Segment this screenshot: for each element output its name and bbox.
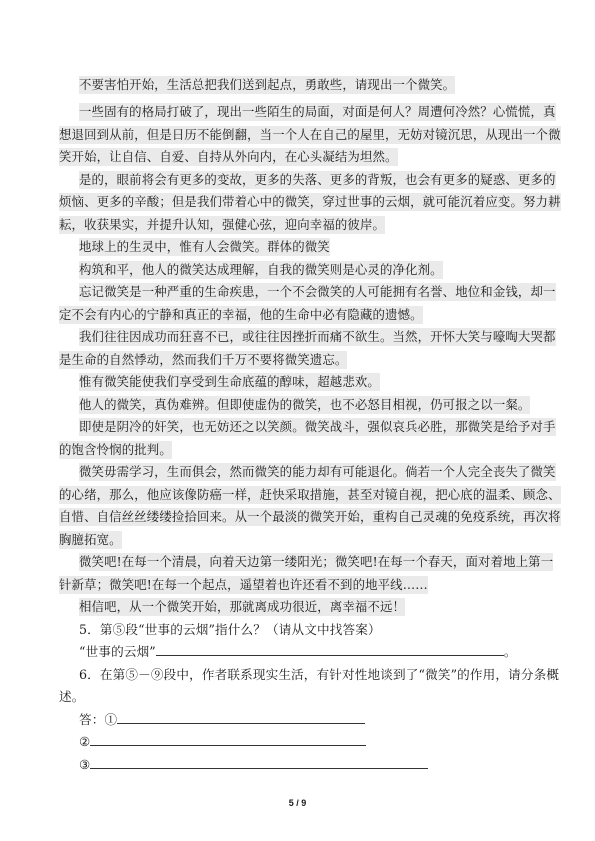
question-5-text: 5．第⑤段“世事的云烟”指什么？（请从文中找答案） [79, 622, 381, 637]
text-line: 构筑和平，他人的微笑达成理解，自我的微笑则是心灵的净化剂。 [79, 262, 443, 277]
answer-mark: ③ [79, 757, 91, 772]
answer-label: 答：① [79, 712, 118, 727]
text-line: 的饱含怜悯的批判。 [59, 442, 172, 457]
text-line: 烦恼、更多的辛酸；但是我们带着心中的微笑，穿过世事的云烟，就可能沉着应变。努力耕 [59, 194, 561, 209]
text-line: 微笑毋需学习，生而俱会，然而微笑的能力却有可能退化。倘若一个人完全丧失了微笑 [79, 464, 556, 479]
answer-blank-input[interactable] [90, 756, 428, 769]
text-line: 的心绪，那么，他应该像防癌一样，赶快采取措施，甚至对镜自视，把心底的温柔、顾念、 [59, 487, 561, 502]
text-line: 定不会有内心的宁静和真正的幸福，他的生命中必有隐藏的遗憾。 [59, 307, 423, 322]
text-line: 是的，眼前将会有更多的变故，更多的失落、更多的背叛，也会有更多的疑惑、更多的 [79, 172, 556, 187]
text-line: 想退回到从前，但是日历不能倒翻，当一个人在自己的屋里，无妨对镜沉思，从现出一个微 [59, 127, 561, 142]
question-6-text: 6．在第⑤－⑨段中，作者联系现实生活，有针对性地谈到了“微笑”的作用，请分条概 [79, 667, 560, 682]
answer-row-2 [79, 733, 366, 751]
text-line: 耘，收获果实，并提升认知，强健心弦，迎向幸福的彼岸。 [59, 217, 386, 232]
text-line: 胸臆拓宽。 [59, 532, 122, 547]
answer-row-1 [79, 711, 365, 729]
question-5-answer-row [79, 643, 517, 661]
text-line: 一些固有的格局打破了，现出一些陌生的局面，对面是何人？周遭何冷然？心慌慌，真 [79, 104, 556, 119]
question-6-text-cont: 述。 [59, 689, 85, 704]
text-line: 笑开始，让自信、自爱、自持从外向内，在心头凝结为坦然。 [59, 149, 398, 164]
text-line: 针新草；微笑吧!在每一个起点，遥望着也许还看不到的地平线…… [59, 577, 428, 592]
text-line: 微笑吧!在每一个清晨，向着天边第一缕阳光；微笑吧!在每一个春天，面对着地上第一 [79, 554, 554, 569]
text-line: 是生命的自然悸动，然而我们千万不要将微笑遗忘。 [59, 352, 348, 367]
answer-blank-input[interactable] [90, 733, 366, 746]
text-line: 他人的微笑，真伪难辨。但即使虚伪的微笑，也不必怒目相视，仍可报之以一粲。 [79, 397, 531, 412]
answer-suffix: 。 [503, 644, 517, 659]
text-line: 我们往往因成功而狂喜不已，或往往因挫折而痛不欲生。当然，开怀大笑与嚎啕大哭都 [79, 329, 556, 344]
answer-prefix: “世事的云烟” [79, 644, 156, 659]
text-line: 不要害怕开始，生活总把我们送到起点，勇敢些，请现出一个微笑。 [79, 77, 456, 92]
text-line: 自惜、自信丝丝缕缕捡拾回来。从一个最淡的微笑开始，重构自己灵魂的免疫系统，再次将 [59, 509, 561, 524]
text-line: 相信吧，从一个微笑开始，那就离成功很近，离幸福不远！ [79, 599, 406, 614]
text-line: 地球上的生灵中，惟有人会微笑。群体的微笑 [79, 239, 330, 254]
page-number: 5 / 9 [288, 798, 307, 808]
text-line: 忘记微笑是一种严重的生命疾患，一个不会微笑的人可能拥有名誉、地位和金钱，却一 [79, 284, 556, 299]
answer-blank-input[interactable] [117, 711, 365, 724]
text-line: 惟有微笑能使我们享受到生命底蕴的醇味，超越悲欢。 [79, 374, 380, 389]
text-line: 即使是阴冷的奸笑，也无妨还之以笑颜。微笑战斗，强似哀兵必胜，那微笑是给予对手 [79, 419, 556, 434]
answer-mark: ② [79, 734, 91, 749]
answer-blank-input[interactable] [156, 643, 504, 656]
answer-row-3 [79, 756, 428, 774]
